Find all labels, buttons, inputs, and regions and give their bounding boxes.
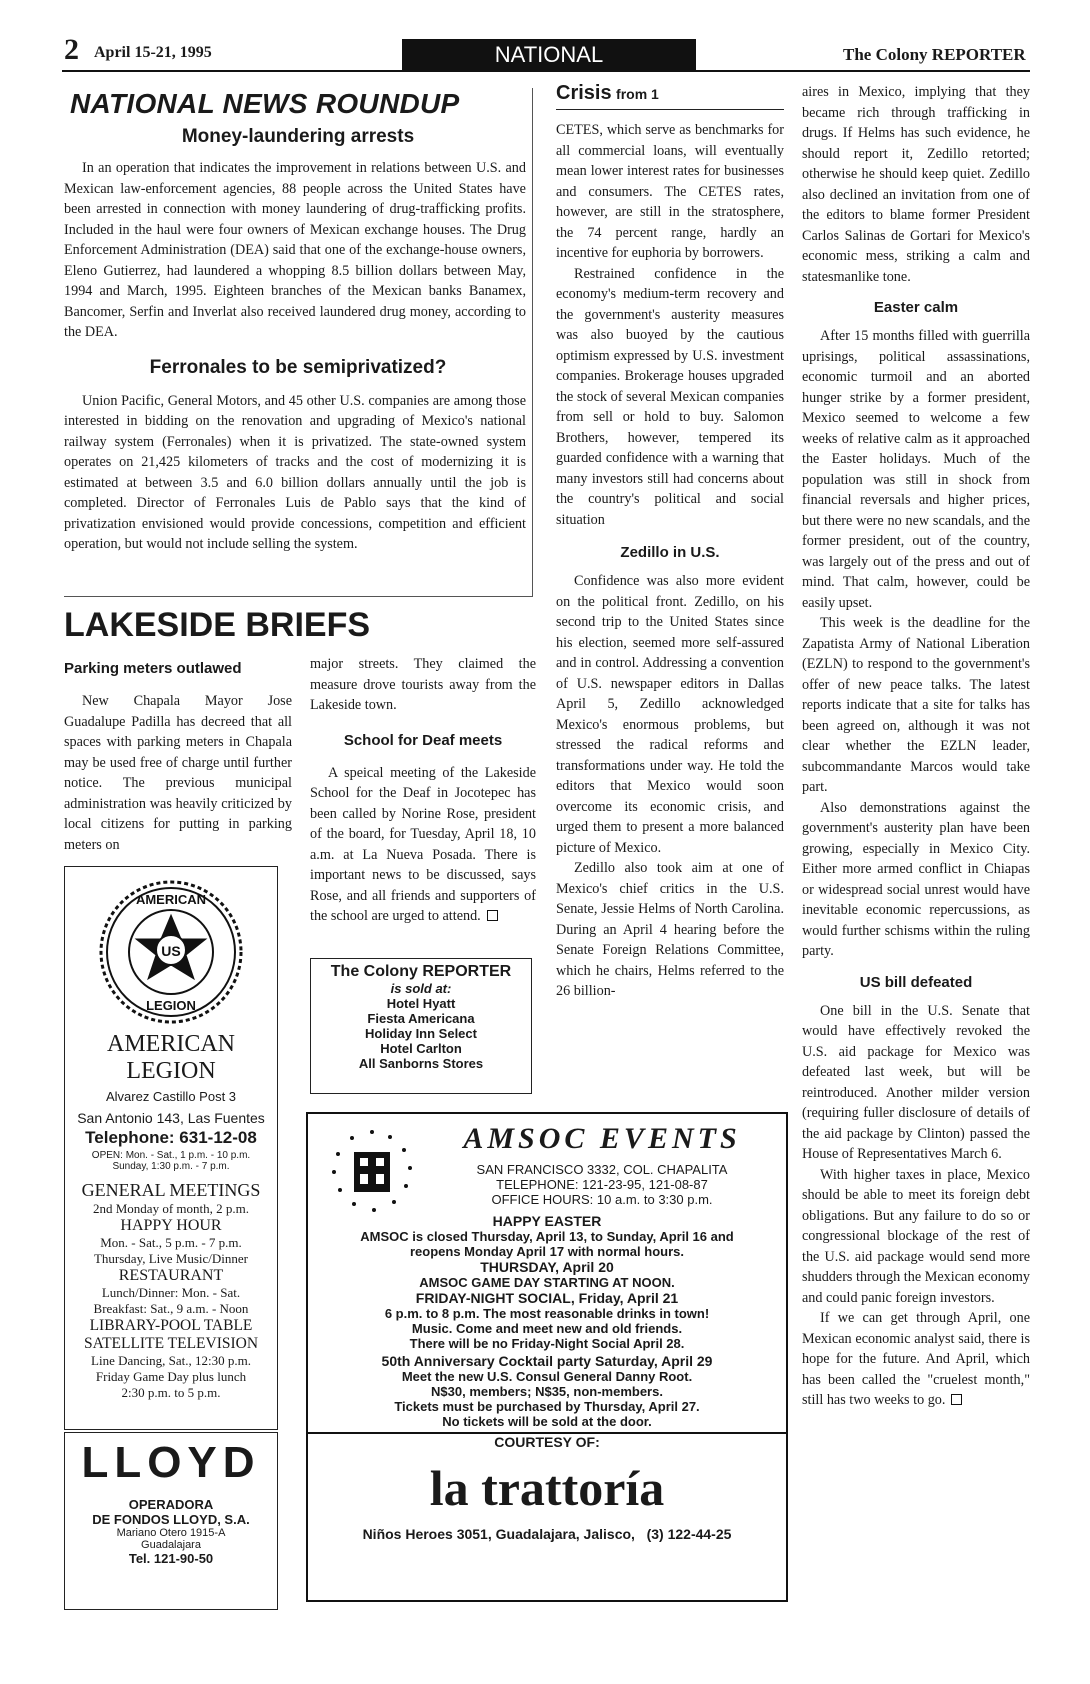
parking-heading: Parking meters outlawed	[64, 660, 242, 677]
gm-heading: GENERAL MEETINGS	[81, 1180, 261, 1200]
paragraph: Confidence was also more evident on the political front. Zedillo, on his second trip to the United States since his election, seemed more self-assured and in control. Addressing a convention of U.S. newspaper editors in Dallas April 5, Zedillo acknowledged Mexico's enormous problems, but stressed the radical reforms and transformations under way. He told the editors that Mexico would soon overcome its economic crisis, and urged them to present a more balanced picture of Mexico.	[556, 573, 784, 856]
amsoc-prices: N$30, members; N$35, non-members.	[431, 1384, 663, 1399]
dance-line-2: Friday Game Day plus lunch	[95, 1369, 247, 1384]
sponsor-address: Niños Heroes 3051, Guadalajara, Jalisco, (3) 122-44-25	[362, 1526, 732, 1542]
amsoc-hours: OFFICE HOURS: 10 a.m. to 3:30 p.m.	[491, 1192, 713, 1207]
paragraph: Restrained confidence in the economy's medium-term recovery and the government's austerity measures was also buoyed by the cautious optimism expressed by U.S. investment companies. Brokerage houses upgraded the stock of several Mexican companies from sell or hold to buy. Salomon Brothers, however, tempered its guarded confidence with a warning that many investors still had concerns about the country's political and social situation	[556, 265, 784, 528]
lloyd-line-4: Guadalajara	[141, 1539, 201, 1551]
crisis-text-1	[556, 120, 784, 530]
rest-heading: RESTAURANT	[118, 1267, 224, 1284]
legion-post: Alvarez Castillo Post 3	[105, 1089, 237, 1104]
sold-item: Fiesta Americana	[367, 1011, 475, 1026]
amsoc-ad	[306, 1112, 788, 1602]
amsoc-consul: Meet the new U.S. Consul General Danny Root.	[401, 1369, 693, 1384]
sold-item: Hotel Carlton	[380, 1041, 462, 1056]
paragraph: CETES, which serve as benchmarks for all commercial loans, will eventually mean lower interest rates for businesses and consumers. The CETES rates, however, are still in the stratosphere, the 74 percent range, hardly an incentive for euphoria by borrowers.	[556, 122, 784, 261]
deaf-text	[310, 763, 536, 927]
easter-heading: Easter calm	[873, 299, 959, 316]
news-roundup	[64, 88, 533, 597]
lakeside-col1	[64, 660, 292, 855]
hh-heading: HAPPY HOUR	[120, 1217, 222, 1234]
amsoc-thursday: THURSDAY, April 20	[480, 1259, 614, 1275]
legion-ad	[64, 866, 278, 1430]
paper-name: The Colony REPORTER	[843, 45, 1026, 64]
seal-center-text: US	[161, 943, 181, 959]
paragraph: One bill in the U.S. Senate that would have effectively revoked the U.S. aid package for Mexico was defeated last week, but will be reintroduced. Another milder version (requiring fuller disclosure of details of the aid package by Clinton) passed the House of Representatives March 6.	[802, 1002, 1030, 1162]
gm-text: 2nd Monday of month, 2 p.m.	[93, 1201, 249, 1216]
col4-text-1	[802, 82, 1030, 287]
legion-address: San Antonio 143, Las Fuentes	[77, 1110, 265, 1126]
sponsor-logo: la trattoría	[429, 1460, 665, 1516]
paragraph: aires in Mexico, implying that they became rich through trafficking in drugs. If Helms has such evidence, he should report it, Zedillo retorted; otherwise he should keep quiet. Zedillo also declined an invitation from one of the editors to blame former President Carlos Salinas de Gortari for Mexico's economic mess, striking a calm and statesmanlike tone.	[802, 84, 1030, 285]
dance-line-3: 2:30 p.m. to 5 p.m.	[121, 1385, 221, 1400]
amsoc-friday-4: There will be no Friday-Night Social April 28.	[409, 1336, 685, 1351]
masthead	[0, 0, 1090, 75]
zedillo-heading: Zedillo in U.S.	[620, 544, 720, 561]
amsoc-easter: HAPPY EASTER	[492, 1213, 602, 1229]
amsoc-gameday: AMSOC GAME DAY STARTING AT NOON.	[419, 1275, 675, 1290]
roundup-sub-laundering: Money-laundering arrests	[181, 126, 415, 147]
paragraph: This week is the deadline for the Zapatista Army of National Liberation (EZLN) to respond to the government's offer of new peace talks. The latest reports indicate that a site for talks has been agreed on, although it was not clear whether the EZLN leader, subcommandante Marcos would take part.	[802, 615, 1030, 795]
rest-text-1: Lunch/Dinner: Mon. - Sat.	[101, 1285, 241, 1300]
rest-text-2: Breakfast: Sat., 9 a.m. - Noon	[93, 1301, 249, 1316]
amsoc-courtesy: COURTESY OF:	[494, 1434, 600, 1450]
legion-name-2: LEGION	[126, 1058, 216, 1084]
col4-text-2	[802, 326, 1030, 962]
parking-text	[64, 691, 292, 855]
sold-item: Hotel Hyatt	[386, 996, 456, 1011]
amsoc-cocktail: 50th Anniversary Cocktail party Saturday, April 29	[381, 1353, 713, 1369]
section-name: NATIONAL	[494, 42, 604, 67]
lloyd-ad	[64, 1432, 278, 1610]
amsoc-tickets: Tickets must be purchased by Thursday, April 27.	[394, 1399, 700, 1414]
paragraph: A speical meeting of the Lakeside School for the Deaf in Jocotepec has been called by Norine Rose, president of the board, for Tuesday, April 18, 10 a.m. at La Nueva Posada. There is important news to be discussed, says Rose, and all friends and supporters of the school are urged to attend.	[310, 764, 536, 924]
legion-name-1: AMERICAN	[106, 1031, 235, 1057]
lloyd-line-1: OPERADORA	[128, 1497, 214, 1512]
amsoc-nodoor: No tickets will be sold at the door.	[442, 1414, 652, 1429]
amsoc-telephone: TELEPHONE: 121-23-95, 121-08-87	[496, 1177, 708, 1192]
legion-open-1: OPEN: Mon. - Sat., 1 p.m. - 10 p.m.	[91, 1150, 251, 1161]
amsoc-friday-2: 6 p.m. to 8 p.m. The most reasonable drinks in town!	[384, 1306, 710, 1321]
deaf-heading: School for Deaf meets	[343, 731, 503, 749]
tv-line: SATELLITE TELEVISION	[83, 1335, 259, 1352]
paragraph: major streets. They claimed the measure drove tourists away from the Lakeside town.	[310, 656, 536, 713]
amsoc-address: SAN FRANCISCO 3332, COL. CHAPALITA	[476, 1162, 728, 1177]
amsoc-friday-3: Music. Come and meet new and old friends.	[411, 1321, 683, 1336]
masthead-rule	[62, 70, 1030, 72]
hh-text-1: Mon. - Sat., 5 p.m. - 7 p.m.	[100, 1235, 242, 1250]
lloyd-line-3: Mariano Otero 1915-A	[116, 1527, 226, 1539]
paragraph: With higher taxes in place, Mexico should be able to meet its foreign debt obligations. But any failure to do so or congressional blockage of the rest of the U.S. aid package would send more shudders through the Mexican economy and could panic foreign investors.	[802, 1166, 1030, 1306]
sold-subtitle: is sold at:	[390, 981, 452, 996]
crisis-column	[556, 82, 784, 1002]
amsoc-friday: FRIDAY-NIGHT SOCIAL, Friday, April 21	[415, 1290, 679, 1306]
crisis-from: from 1	[616, 86, 659, 102]
end-mark-icon	[951, 1394, 962, 1405]
paragraph: New Chapala Mayor Jose Guadalupe Padilla has decreed that all spaces with parking meters in Chapala may be used free of charge until further notice. The previous municipal administration was heavily criticized by local citizens for putting in parking meters on	[64, 693, 292, 853]
legion-seal-icon	[96, 877, 246, 1027]
amsoc-title: AMSOC EVENTS	[463, 1122, 741, 1155]
paragraph: After 15 months filled with guerrilla uprisings, political assassinations, economic turmoil and an aborted hunger strike by a former president, Mexico seemed to welcome a few weeks of relative calm as it approached the Easter holidays. Much of the population was still in shock from financial reversals and higher prices, but there were no new scandals, and the former president, out of the country, was largely out of the press and out of mind. That calm, however, could be easily upset.	[802, 328, 1030, 611]
paragraph: If we can get through April, one Mexican economic analyst said, there is hope for the future. And April, which has been called the "cruelest month," still has two weeks to go.	[802, 1310, 1030, 1408]
sold-title: The Colony REPORTER	[330, 963, 512, 980]
roundup-text-ferronales	[64, 391, 532, 555]
col4-text-3	[802, 1001, 1030, 1411]
amsoc-closed-2: reopens Monday April 17 with normal hours.	[409, 1244, 684, 1259]
lloyd-line-5: Tel. 121-90-50	[128, 1551, 214, 1566]
lakeside-col2	[310, 654, 536, 927]
dance-line-1: Line Dancing, Sat., 12:30 p.m.	[91, 1353, 251, 1368]
issue-date: April 15-21, 1995	[94, 44, 212, 61]
lakeside-title: LAKESIDE BRIEFS	[64, 606, 371, 644]
us-bill-heading: US bill defeated	[859, 973, 973, 991]
crisis-text-2	[556, 571, 784, 1002]
paragraph: Union Pacific, General Motors, and 45 other U.S. companies are among those interested in bidding on the renovation and upgrading of Mexico's national railway system (Ferronales) when it is privatized. The state-owned system operates on 21,425 kilometers of tracks and the cost of modernizing it is estimated at between 3.5 and 6.0 billion dollars annually until the job is completed. Director of Ferronales Luis de Pablo says that the kind of privatization envisioned would provide concessions, competition and efficient operation, but would not include selling the system.	[64, 392, 526, 552]
crisis-head	[556, 82, 784, 110]
legion-phone: Telephone: 631-12-08	[85, 1128, 257, 1147]
paragraph: Zedillo also took aim at one of Mexico's chief critics in the U.S. Senate, Jessie Helms of North Carolina. During an April 4 hearing before the Senate Foreign Relations Committee, which he chairs, Helms referred to the 26 billion-	[556, 860, 784, 999]
sold-at-box	[310, 958, 532, 1094]
hh-text-2: Thursday, Live Music/Dinner	[93, 1251, 249, 1266]
page-number: 2	[64, 33, 79, 66]
seal-bottom-text: LEGION	[146, 998, 196, 1013]
crisis-title: Crisis	[556, 82, 612, 104]
section-banner	[402, 39, 696, 70]
col4	[802, 82, 1030, 1411]
roundup-title: NATIONAL NEWS ROUNDUP	[70, 88, 460, 119]
end-mark-icon	[487, 910, 498, 921]
lloyd-logo: LLOYD	[81, 1438, 261, 1487]
paragraph: Also demonstrations against the government's austerity plan have been growing, especially in Mexico City. Either more armed conflict in Chiapas or widespread social unrest would have inevitable economic repercussions, as would further schisms within the ruling party.	[802, 799, 1030, 959]
amsoc-logo-icon	[324, 1124, 420, 1220]
legion-open-2: Sunday, 1:30 p.m. - 7 p.m.	[112, 1161, 230, 1172]
amsoc-closed-1: AMSOC is closed Thursday, April 13, to Sunday, April 16 and	[360, 1229, 734, 1244]
roundup-text-laundering	[64, 158, 532, 343]
seal-top-text: AMERICAN	[135, 892, 207, 907]
paragraph: In an operation that indicates the improvement in relations between U.S. and Mexican law-enforcement agencies, 88 people across the United States have been arrested in connection with money laundering of drug-trafficking profits. Included in the haul were four owners of Mexican exchange houses. The Drug Enforcement Administration (DEA) said that one of the exchange-house owners, Eleno Gutierrez, had laundered a whopping 8.5 billion dollars between May, 1994 and March, 1995. Eighteen branches of the Mexican banks Banamex, Bancomer, Serfin and Inverlat also received laundered drug money, according to the DEA.	[64, 160, 526, 340]
pool-line: LIBRARY-POOL TABLE	[89, 1317, 253, 1334]
parking-text-cont	[310, 654, 536, 716]
sold-item: All Sanborns Stores	[358, 1056, 484, 1071]
lloyd-line-2: DE FONDOS LLOYD, S.A.	[92, 1512, 250, 1527]
sold-item: Holiday Inn Select	[365, 1026, 477, 1041]
roundup-sub-ferronales: Ferronales to be semiprivatized?	[149, 356, 447, 378]
